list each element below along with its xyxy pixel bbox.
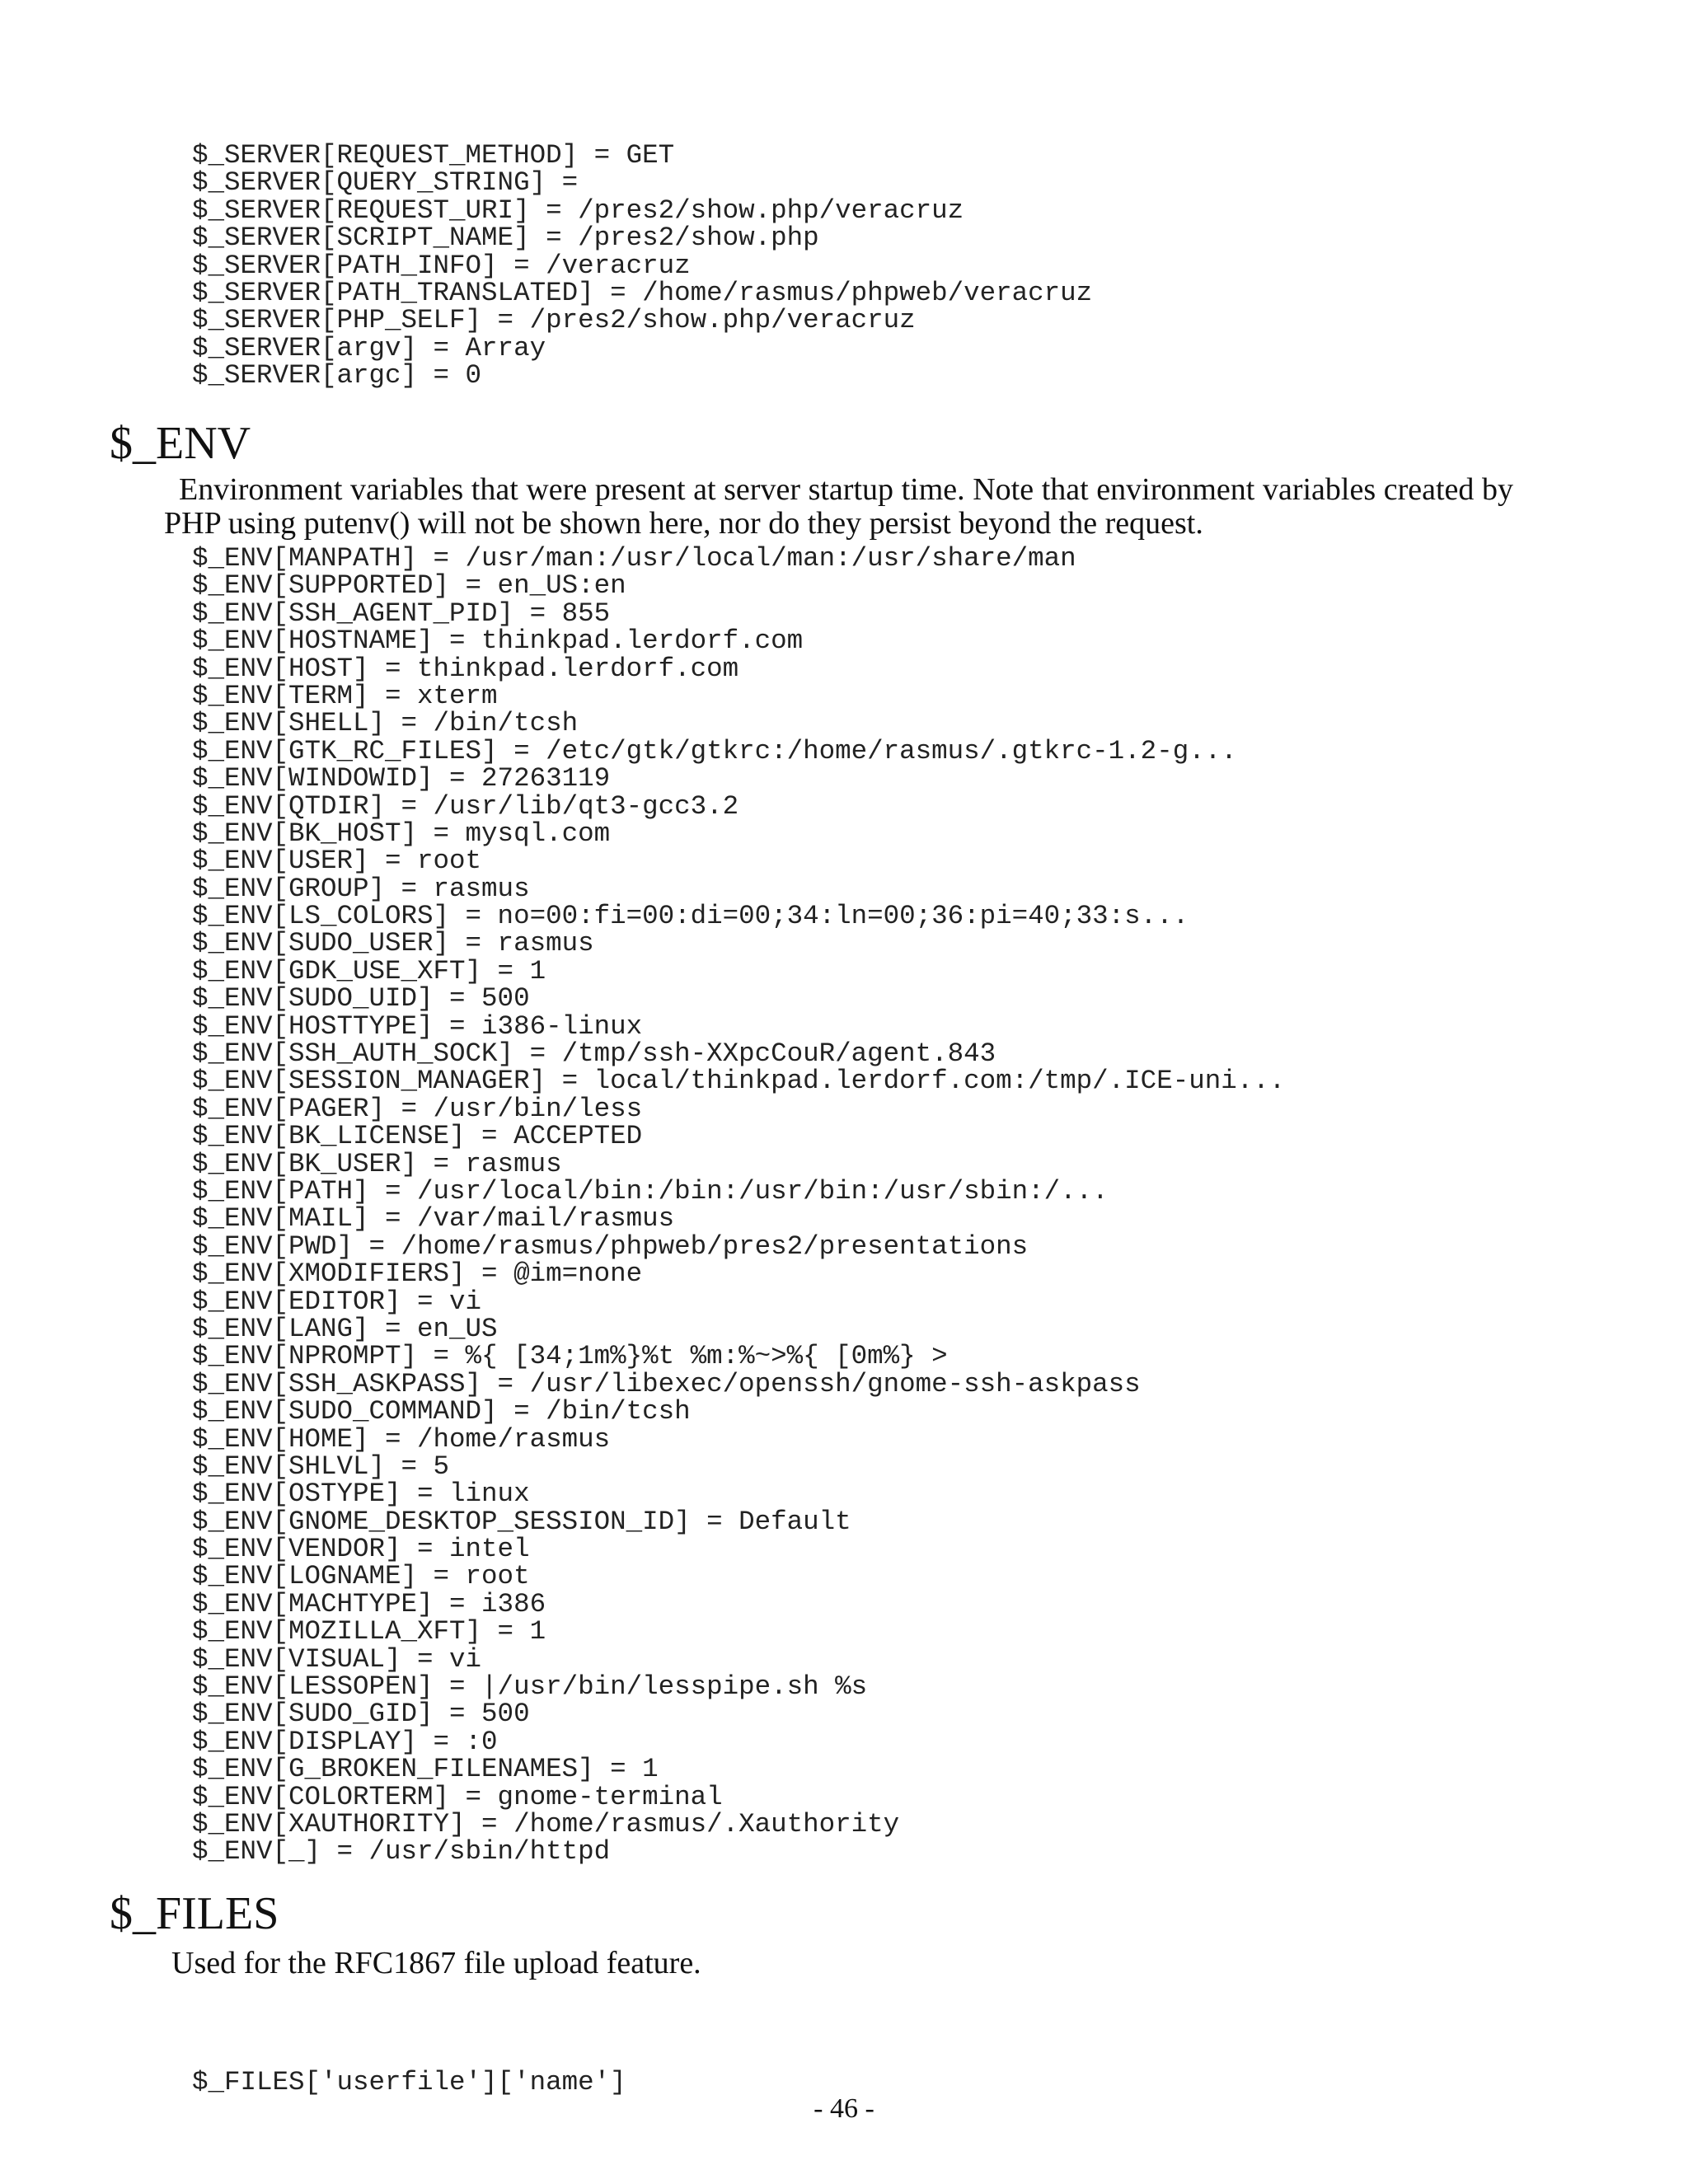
code-line: $_ENV[GTK_RC_FILES] = /etc/gtk/gtkrc:/home/rasmus/.gtkrc-1.2-g... bbox=[192, 735, 1237, 766]
code-line: $_ENV[VENDOR] = intel bbox=[192, 1534, 530, 1565]
code-line: $_ENV[COLORTERM] = gnome-terminal bbox=[192, 1781, 723, 1812]
code-line: $_ENV[USER] = root bbox=[192, 846, 482, 877]
code-line: $_ENV[HOME] = /home/rasmus bbox=[192, 1423, 611, 1455]
code-line: $_ENV[SSH_AUTH_SOCK] = /tmp/ssh-XXpcCouR/agent.843 bbox=[192, 1038, 996, 1070]
code-line: $_ENV[OSTYPE] = linux bbox=[192, 1479, 530, 1510]
code-line: $_ENV[XAUTHORITY] = /home/rasmus/.Xauthority bbox=[192, 1808, 900, 1840]
code-line: $_ENV[LESSOPEN] = |/usr/bin/lesspipe.sh %s bbox=[192, 1671, 868, 1703]
code-line: $_ENV[BK_LICENSE] = ACCEPTED bbox=[192, 1121, 643, 1152]
code-line: $_ENV[XMODIFIERS] = @im=none bbox=[192, 1258, 643, 1290]
code-line: $_ENV[MANPATH] = /usr/man:/usr/local/man:/usr/share/man bbox=[192, 543, 1076, 574]
code-line: $_ENV[SSH_ASKPASS] = /usr/libexec/openssh/gnome-ssh-askpass bbox=[192, 1368, 1141, 1399]
code-line: $_FILES['userfile']['name'] bbox=[192, 2066, 626, 2097]
code-line: $_ENV[QTDIR] = /usr/lib/qt3-gcc3.2 bbox=[192, 790, 739, 822]
code-line: $_ENV[NPROMPT] = %{ [34;1m%}%t %m:%~>%{ [0m%} > bbox=[192, 1341, 948, 1372]
code-line: $_ENV[LS_COLORS] = no=00:fi=00:di=00;34:ln=00;36:pi=40;33:s... bbox=[192, 901, 1189, 932]
code-line: $_ENV[SESSION_MANAGER] = local/thinkpad.lerdorf.com:/tmp/.ICE-uni... bbox=[192, 1066, 1286, 1097]
code-line: $_ENV[BK_HOST] = mysql.com bbox=[192, 818, 611, 849]
code-line: $_ENV[GNOME_DESKTOP_SESSION_ID] = Default bbox=[192, 1506, 851, 1537]
code-line: $_ENV[TERM] = xterm bbox=[192, 680, 498, 711]
code-line: $_ENV[SUDO_USER] = rasmus bbox=[192, 928, 594, 959]
code-line: $_ENV[HOST] = thinkpad.lerdorf.com bbox=[192, 653, 739, 684]
code-line: $_SERVER[argc] = 0 bbox=[192, 360, 482, 391]
code-line: $_ENV[SUDO_UID] = 500 bbox=[192, 983, 530, 1015]
files-heading: $_FILES bbox=[110, 1888, 279, 1939]
code-line: $_ENV[SHLVL] = 5 bbox=[192, 1451, 450, 1482]
code-line: $_ENV[LOGNAME] = root bbox=[192, 1561, 530, 1592]
code-line: $_SERVER[SCRIPT_NAME] = /pres2/show.php bbox=[192, 223, 819, 254]
code-line: $_SERVER[PHP_SELF] = /pres2/show.php/veracruz bbox=[192, 305, 916, 336]
code-line: $_ENV[GROUP] = rasmus bbox=[192, 873, 530, 904]
code-line: $_ENV[SUDO_COMMAND] = /bin/tcsh bbox=[192, 1396, 691, 1427]
code-line: $_ENV[G_BROKEN_FILENAMES] = 1 bbox=[192, 1754, 659, 1785]
code-line: $_ENV[GDK_USE_XFT] = 1 bbox=[192, 955, 546, 987]
code-line: $_ENV[MOZILLA_XFT] = 1 bbox=[192, 1616, 546, 1647]
code-line: $_ENV[MAIL] = /var/mail/rasmus bbox=[192, 1203, 675, 1235]
code-line: $_ENV[PAGER] = /usr/bin/less bbox=[192, 1093, 643, 1124]
code-line: $_ENV[EDITOR] = vi bbox=[192, 1286, 482, 1317]
env-heading: $_ENV bbox=[110, 418, 251, 469]
code-line: $_ENV[_] = /usr/sbin/httpd bbox=[192, 1836, 611, 1868]
code-line: $_ENV[BK_USER] = rasmus bbox=[192, 1148, 562, 1179]
code-line: $_SERVER[PATH_TRANSLATED] = /home/rasmus/phpweb/veracruz bbox=[192, 277, 1093, 308]
files-code-block bbox=[192, 2013, 626, 2151]
code-line: $_ENV[MACHTYPE] = i386 bbox=[192, 1588, 546, 1619]
page-number: - 46 - bbox=[814, 2093, 874, 2124]
code-line: $_ENV[SUDO_GID] = 500 bbox=[192, 1699, 530, 1730]
code-line: $_SERVER[REQUEST_METHOD] = GET bbox=[192, 140, 675, 171]
code-line: $_SERVER[QUERY_STRING] = bbox=[192, 167, 579, 199]
code-line: $_ENV[HOSTNAME] = thinkpad.lerdorf.com bbox=[192, 626, 804, 657]
env-description: Environment variables that were present at server startup time. Note that environment variables created by PHP using putenv() will not be shown here, nor do they persist beyond the request. bbox=[164, 472, 1513, 541]
server-vars-code-block bbox=[192, 142, 1092, 390]
env-vars-code-block bbox=[192, 545, 1285, 1866]
code-line: $_ENV[PATH] = /usr/local/bin:/bin:/usr/bin:/usr/sbin:/... bbox=[192, 1175, 1109, 1207]
code-line: $_ENV[SSH_AGENT_PID] = 855 bbox=[192, 598, 611, 629]
code-line: $_ENV[HOSTTYPE] = i386-linux bbox=[192, 1010, 643, 1042]
files-description: Used for the RFC1867 file upload feature. bbox=[171, 1946, 701, 1980]
code-line: $_ENV[DISPLAY] = :0 bbox=[192, 1726, 498, 1757]
code-line: $_ENV[SUPPORTED] = en_US:en bbox=[192, 570, 626, 602]
code-line: $_SERVER[PATH_INFO] = /veracruz bbox=[192, 250, 691, 281]
code-line: $_SERVER[REQUEST_URI] = /pres2/show.php/veracruz bbox=[192, 194, 964, 226]
code-line: $_ENV[LANG] = en_US bbox=[192, 1313, 498, 1344]
code-line: $_ENV[VISUAL] = vi bbox=[192, 1643, 482, 1675]
code-line: $_ENV[PWD] = /home/rasmus/phpweb/pres2/presentations bbox=[192, 1230, 1029, 1262]
code-line: $_SERVER[argv] = Array bbox=[192, 332, 546, 363]
code-line: $_ENV[WINDOWID] = 27263119 bbox=[192, 763, 611, 794]
code-line: $_ENV[SHELL] = /bin/tcsh bbox=[192, 708, 579, 739]
